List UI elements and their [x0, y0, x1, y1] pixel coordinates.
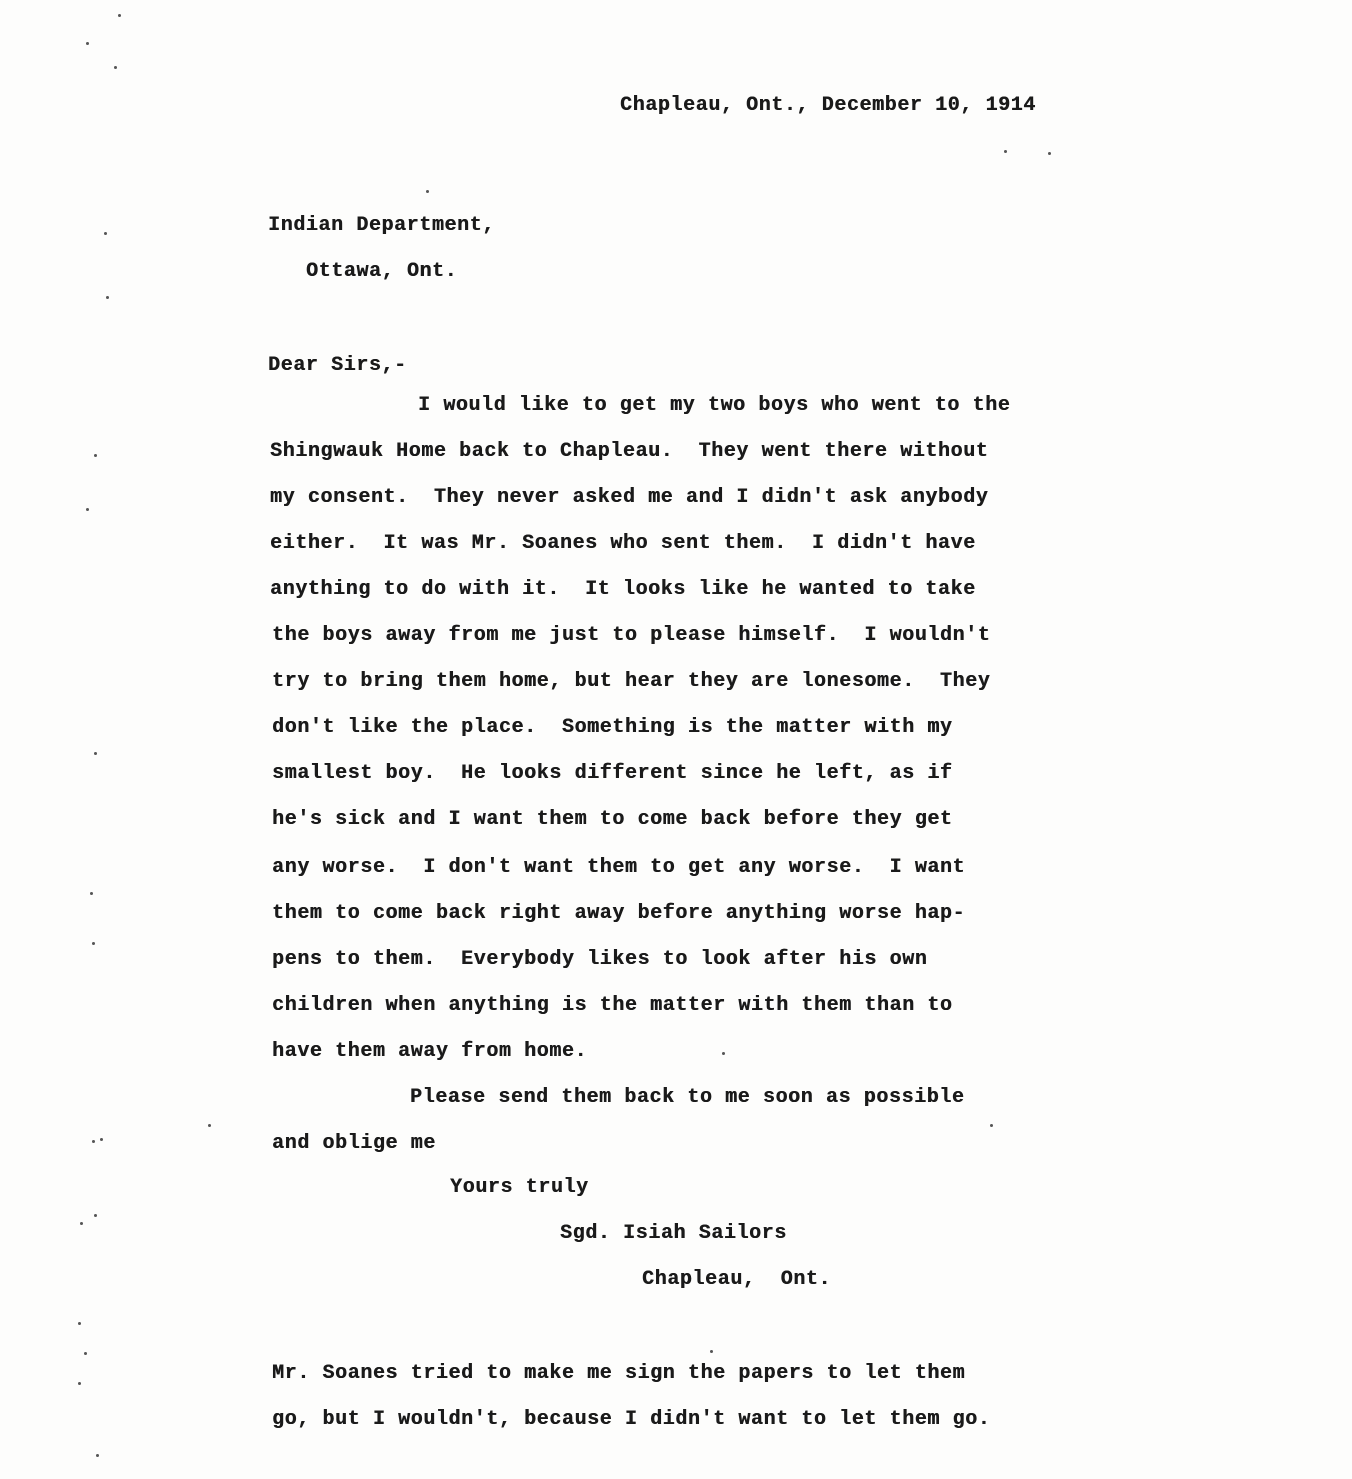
body-line: the boys away from me just to please himself. I wouldn't [272, 624, 991, 647]
body-line: have them away from home. [272, 1040, 588, 1063]
scan-speck [92, 942, 95, 945]
scan-speck [86, 508, 89, 511]
scan-speck [86, 42, 89, 45]
scan-speck [94, 454, 97, 457]
scan-speck [96, 1454, 99, 1457]
scan-speck [78, 1322, 81, 1325]
scan-speck [84, 1352, 87, 1355]
body-line: children when anything is the matter with them than to [272, 994, 953, 1017]
scan-speck [104, 232, 107, 235]
scan-speck [80, 1222, 83, 1225]
scan-speck [92, 1140, 95, 1143]
body-line: smallest boy. He looks different since he left, as if [272, 762, 953, 785]
closing: Yours truly [450, 1176, 589, 1199]
signature-place: Chapleau, Ont. [642, 1268, 832, 1291]
body-line: Please send them back to me soon as possible [410, 1086, 965, 1109]
scan-speck [114, 66, 117, 69]
body-line: either. It was Mr. Soanes who sent them. I didn't have [270, 532, 976, 555]
postscript-line: go, but I wouldn't, because I didn't want to let them go. [272, 1408, 991, 1431]
scan-speck [100, 1138, 103, 1141]
body-line: pens to them. Everybody likes to look after his own [272, 948, 928, 971]
scan-speck [1004, 150, 1007, 153]
body-line: and oblige me [272, 1132, 436, 1155]
salutation: Dear Sirs,- [268, 354, 407, 377]
body-line: them to come back right away before anything worse hap- [272, 902, 966, 925]
scan-speck [426, 190, 429, 193]
body-line: any worse. I don't want them to get any worse. I want [272, 856, 966, 879]
scan-speck [106, 296, 109, 299]
scan-speck [78, 1382, 81, 1385]
body-line: anything to do with it. It looks like he wanted to take [270, 578, 976, 601]
body-line: try to bring them home, but hear they are lonesome. They [272, 670, 991, 693]
recipient-line-1: Indian Department, [268, 214, 495, 237]
body-line: my consent. They never asked me and I didn't ask anybody [270, 486, 989, 509]
body-line: I would like to get my two boys who went to the [418, 394, 1011, 417]
scan-speck [990, 1124, 993, 1127]
scan-speck [1048, 152, 1051, 155]
scan-speck [722, 1052, 725, 1055]
signature: Sgd. Isiah Sailors [560, 1222, 787, 1245]
scan-speck [90, 892, 93, 895]
scan-speck [208, 1124, 211, 1127]
body-line: Shingwauk Home back to Chapleau. They went there without [270, 440, 989, 463]
dateline: Chapleau, Ont., December 10, 1914 [620, 94, 1036, 117]
scan-speck [118, 14, 121, 17]
body-line: he's sick and I want them to come back before they get [272, 808, 953, 831]
postscript-line: Mr. Soanes tried to make me sign the papers to let them [272, 1362, 966, 1385]
scan-speck [94, 1214, 97, 1217]
body-line: don't like the place. Something is the matter with my [272, 716, 953, 739]
scan-speck [94, 752, 97, 755]
scan-speck [710, 1350, 713, 1353]
recipient-line-2: Ottawa, Ont. [306, 260, 458, 283]
